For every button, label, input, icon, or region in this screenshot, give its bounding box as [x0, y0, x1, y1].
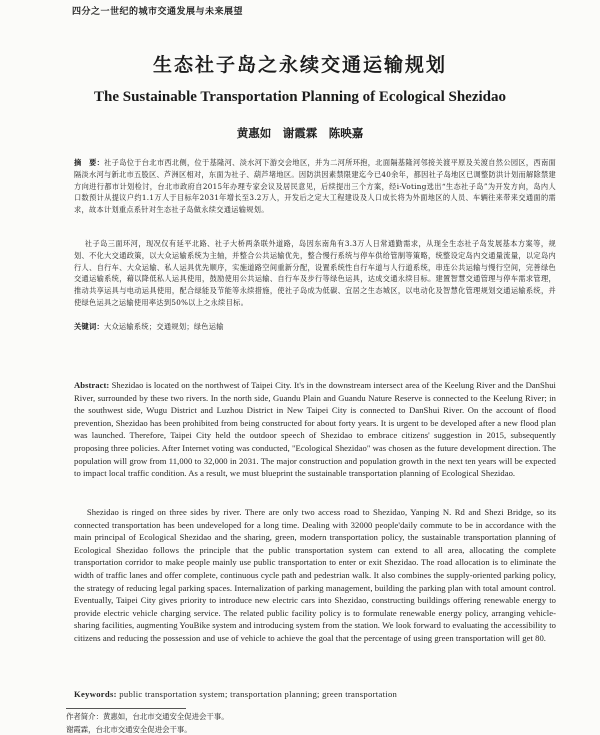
paper-title-zh: 生态社子岛之永续交通运输规划 [152, 54, 447, 76]
abstract-zh-label: 摘 要： [74, 158, 105, 167]
keywords-zh [74, 321, 556, 333]
keywords-en-label: Keywords: [74, 689, 117, 699]
author-list: 黄惠如 谢霞霖 陈映嘉 [236, 126, 364, 140]
paper-title-en: The Sustainable Transportation Planning of Ecological Shezidao [93, 89, 506, 105]
abstract-en-paragraph-2 [74, 506, 556, 645]
abstract-en-text-2: Shezidao is ringed on three sides by river. There are only two access road to Shezidao, Yanping N. Rd and Shezi Bridge, so its connected transportation has been undeveloped for a long time. Dealing with 32000 people'daily commute to be in accordance with the main principal of Ecological Shezidao and the sharing, green, modern transportation policy, the sustainable transportation planning of Ecological Shezidao follows the principle that the public transportation system can extend to all area, allocating the complete transportation corridor to make people mainly use public transportation to enter or exit Shezidao. The road allocation is to eliminate the width of traffic lanes and offer complete, continuous cycle path and pedestrian walk. It also combines the supply-oriented parking policy, the strategy of reducing legal parking spaces. Internalization of parking management, building the parking plan with total amount control. Eventually, Taipei City gives priority to introduce new electric cars into Shezidao, constructing buildings offering renewable energy to provide electric vehicle charging service. The related public facility policy is to formulate renewable energy policy, arranging vehicle-sharing facilities, augmenting YouBike system and introducing system from the station. We look forward to evaluating the accessibility to citizens and reducing the possession and use of vehicle to achieve the goal that the percentage of using green transportation will get 80. [74, 507, 556, 643]
keywords-en-text: public transportation system; transportation planning; green transportation [119, 689, 398, 699]
abstract-en-paragraph-1 [74, 379, 556, 480]
author-footnote: 作者简介：黄惠如，台北市交通安全促进会干事。 [66, 712, 229, 721]
abstract-zh-paragraph-2 [74, 238, 556, 309]
abstract-en-label: Abstract: [74, 380, 110, 390]
author-footnote-2: 谢霞霖，台北市交通安全促进会干事。 [66, 725, 192, 734]
abstract-zh-paragraph-1 [74, 157, 556, 216]
running-header: 四分之一世纪的城市交通发展与未来展望 [72, 7, 244, 17]
abstract-zh-text-1: 社子岛位于台北市西北侧，位于基隆河、淡水河下游交会地区，并为二河所环抱，北面隔基隆河邻接关渡平原及关渡自然公园区，西南面隔淡水河与新北市五股区、芦洲区相对，东面为社子、葫芦堵地区。因防洪因素禁限建迄今已40余年，都因社子岛地区已调整防洪计划而解除禁建方向进行都市计划检讨，台北市政府自2015年办理专家会议及居民意见，后续提出三个方案，经i-Voting选出“生态社子岛”为开发方向，岛内人口数预计从提议户约1.1万人于目标年2031年增长至3.2万人，开发后之定大工程建设及人口成长将为外面地区的人员、车辆往来带来交通面的需求，故本计划重点系针对生态社子岛做永续交通运输规划。 [74, 158, 557, 215]
keywords-en [74, 688, 556, 701]
abstract-en-text-1: Shezidao is located on the northwest of Taipei City. It's in the downstream intersect area of the Keelung River and the DanShui River, surrounded by these two rivers. In the north side, Guandu Plain and Guandu Nature Reserve is connected to the Keelung River; in the southwest side, Wugu District and Luzhou District in New Taipei City is connected to DanShui River. On the account of flood prevention, Shezidao has been prohibited from being constructed for about forty years. It is urgent to be developed after a new flood plan was launched. Therefore, Taipei City held the outdoor speech of Shezidao to embrace citizens' suggestion in 2015, subsequently proposing three policies. After Internet voting was conducted, "Ecological Shezidao" was chosen as the future development direction. The population will grow from 11,000 to 32,000 in 2031. The major construction and population growth in the next ten years will be expected to impact local traffic condition. As a result, we must blueprint the sustainable transportation planning of Ecological Shezidao. [74, 380, 556, 479]
keywords-zh-label: 关键词： [74, 322, 104, 331]
footnote-divider [66, 708, 186, 709]
keywords-zh-text: 大众运输系统；交通规划；绿色运输 [103, 322, 224, 331]
abstract-zh-text-2: 社子岛三面环河，现况仅有延平北路、社子大桥两条联外道路，岛因东南角有3.3万人日常通勤需求，从现全生态社子岛发展基本方案等，规划、不化大交通政策，以大众运输系统为主轴，并整合公共运输优先，整合慢行系统与停车供给管制等策略，统整设定岛内交通量流量，以定岛内行人、自行车、大众运输、私人运具优先顺序，实施道路空间重新分配，设置系统性自行车道与人行道系统，串连公共运输与慢行空间，完善绿色交通运输系统，藉以降低私人运具使用，鼓励使用公共运输、自行车及步行等绿色运具，达成交通永续目标。建置智慧交通管理与停车需求管理，推动共享运具与电动运具使用，配合绿能及节能等永续措施，使社子岛成为低碳、宜居之生态城区，以电动化及智慧化管理规划交通运输系统，并使绿色运具之运输使用率达到50%以上之永续目标。 [74, 239, 556, 307]
